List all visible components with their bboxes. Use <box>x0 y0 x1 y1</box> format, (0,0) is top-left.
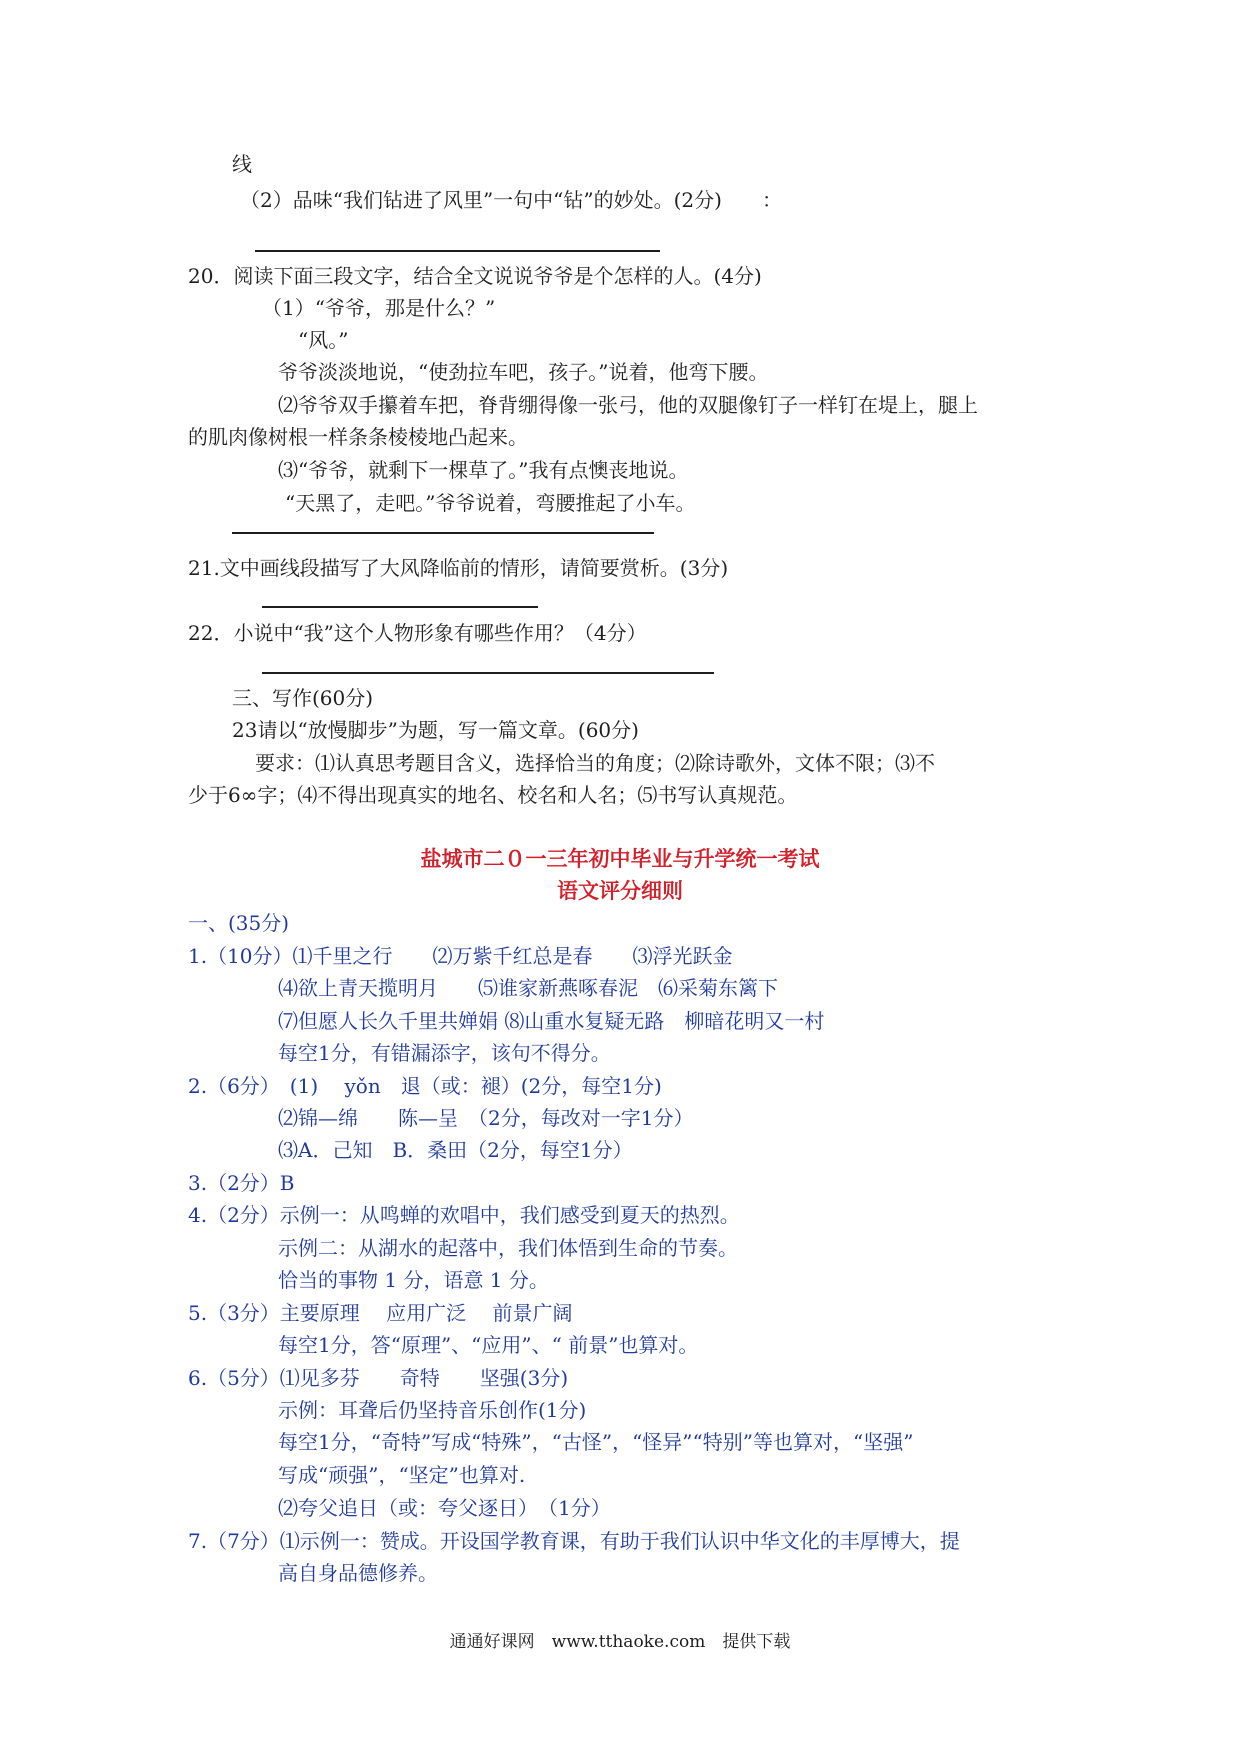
rubric-line: 1.（10分）⑴千里之行 ⑵万紫千红总是春 ⑶浮光跃金 <box>188 944 733 968</box>
rubric-line: ⑷欲上青天揽明月 ⑸谁家新燕啄春泥 ⑹采菊东篱下 <box>278 976 778 1000</box>
exam-line: 要求：⑴认真思考题目含义，选择恰当的角度；⑵除诗歌外，文体不限；⑶不 <box>255 751 935 775</box>
rubric-line: 每空1分，答“原理”、“应用”、“ 前景”也算对。 <box>278 1333 699 1357</box>
rubric-line: 恰当的事物 1 分，语意 1 分。 <box>278 1268 549 1292</box>
exam-line: 少于6∞字；⑷不得出现真实的地名、校名和人名；⑸书写认真规范。 <box>188 783 798 807</box>
rubric-subtitle: 语文评分细则 <box>557 878 683 903</box>
exam-line: （1）“爷爷，那是什么？” <box>262 296 496 320</box>
exam-section-writing: 三、写作(60分) <box>232 686 374 710</box>
exam-line: “风。” <box>298 328 349 352</box>
rubric-line: 每空1分，“奇特”写成“特殊”，“古怪”，“怪异”“特别”等也算对，“坚强” <box>278 1430 914 1454</box>
rubric-line: 3.（2分）B <box>188 1171 295 1195</box>
exam-question-19-2: （2）品味“我们钻进了风里”一句中“钻”的妙处。(2分) ： <box>240 188 782 212</box>
rubric-line: 6.（5分）⑴见多芬 奇特 坚强(3分) <box>188 1366 569 1390</box>
exam-question-23: 23请以“放慢脚步”为题，写一篇文章。(60分) <box>232 718 639 742</box>
rubric-line: 7.（7分）⑴示例一：赞成。开设国学教育课，有助于我们认识中华文化的丰厚博大，提 <box>188 1529 960 1553</box>
rubric-line: 高自身品德修养。 <box>278 1561 438 1585</box>
rubric-line: 写成“顽强”，“坚定”也算对. <box>278 1463 526 1487</box>
rubric-line: ⑶A．己知 B．桑田（2分，每空1分） <box>278 1138 633 1162</box>
rubric-line: 示例：耳聋后仍坚持音乐创作(1分) <box>278 1398 587 1422</box>
exam-question-20: 20．阅读下面三段文字，结合全文说说爷爷是个怎样的人。(4分) <box>188 264 762 288</box>
rubric-line: 每空1分，有错漏添字，该句不得分。 <box>278 1041 611 1065</box>
page-footer: 通通好课网 www.tthaoke.com 提供下载 <box>449 1632 791 1652</box>
exam-question-21: 21.文中画线段描写了大风降临前的情形，请简要赏析。(3分) <box>188 556 729 580</box>
exam-question-22: 22．小说中“我”这个人物形象有哪些作用？（4分） <box>188 621 647 645</box>
rubric-line: ⑵锦—绵 陈—呈 （2分，每改对一字1分） <box>278 1106 694 1130</box>
rubric-line: 2.（6分） (1) yǒn 退（或：褪）(2分，每空1分) <box>188 1074 662 1098</box>
answer-underline <box>255 250 660 252</box>
rubric-line: 示例二：从湖水的起落中，我们体悟到生命的节奏。 <box>278 1236 738 1260</box>
rubric-line: ⑵夸父追日（或：夸父逐日） （1分） <box>278 1496 611 1520</box>
exam-line: “天黑了，走吧。”爷爷说着，弯腰推起了小车。 <box>285 491 696 515</box>
rubric-line: 4.（2分）示例一：从鸣蝉的欢唱中，我们感受到夏天的热烈。 <box>188 1203 740 1227</box>
answer-underline <box>232 532 654 534</box>
rubric-line: 一、(35分) <box>188 911 290 935</box>
exam-line: 的肌肉像树根一样条条棱棱地凸起来。 <box>188 425 528 449</box>
answer-underline <box>262 672 714 674</box>
rubric-title: 盐城市二０一三年初中毕业与升学统一考试 <box>420 846 820 871</box>
exam-line: 爷爷淡淡地说，“使劲拉车吧，孩子。”说着，他弯下腰。 <box>278 360 769 384</box>
exam-line: ⑶“爷爷，就剩下一棵草了。”我有点懊丧地说。 <box>278 458 689 482</box>
rubric-line: ⑺但愿人长久千里共婵娟 ⑻山重水复疑无路 柳暗花明又一村 <box>278 1009 825 1033</box>
answer-underline <box>262 606 538 608</box>
exam-line: 线 <box>232 152 252 176</box>
exam-line: ⑵爷爷双手攥着车把，脊背绷得像一张弓，他的双腿像钉子一样钉在堤上，腿上 <box>278 393 978 417</box>
rubric-line: 5.（3分）主要原理 应用广泛 前景广阔 <box>188 1301 573 1325</box>
